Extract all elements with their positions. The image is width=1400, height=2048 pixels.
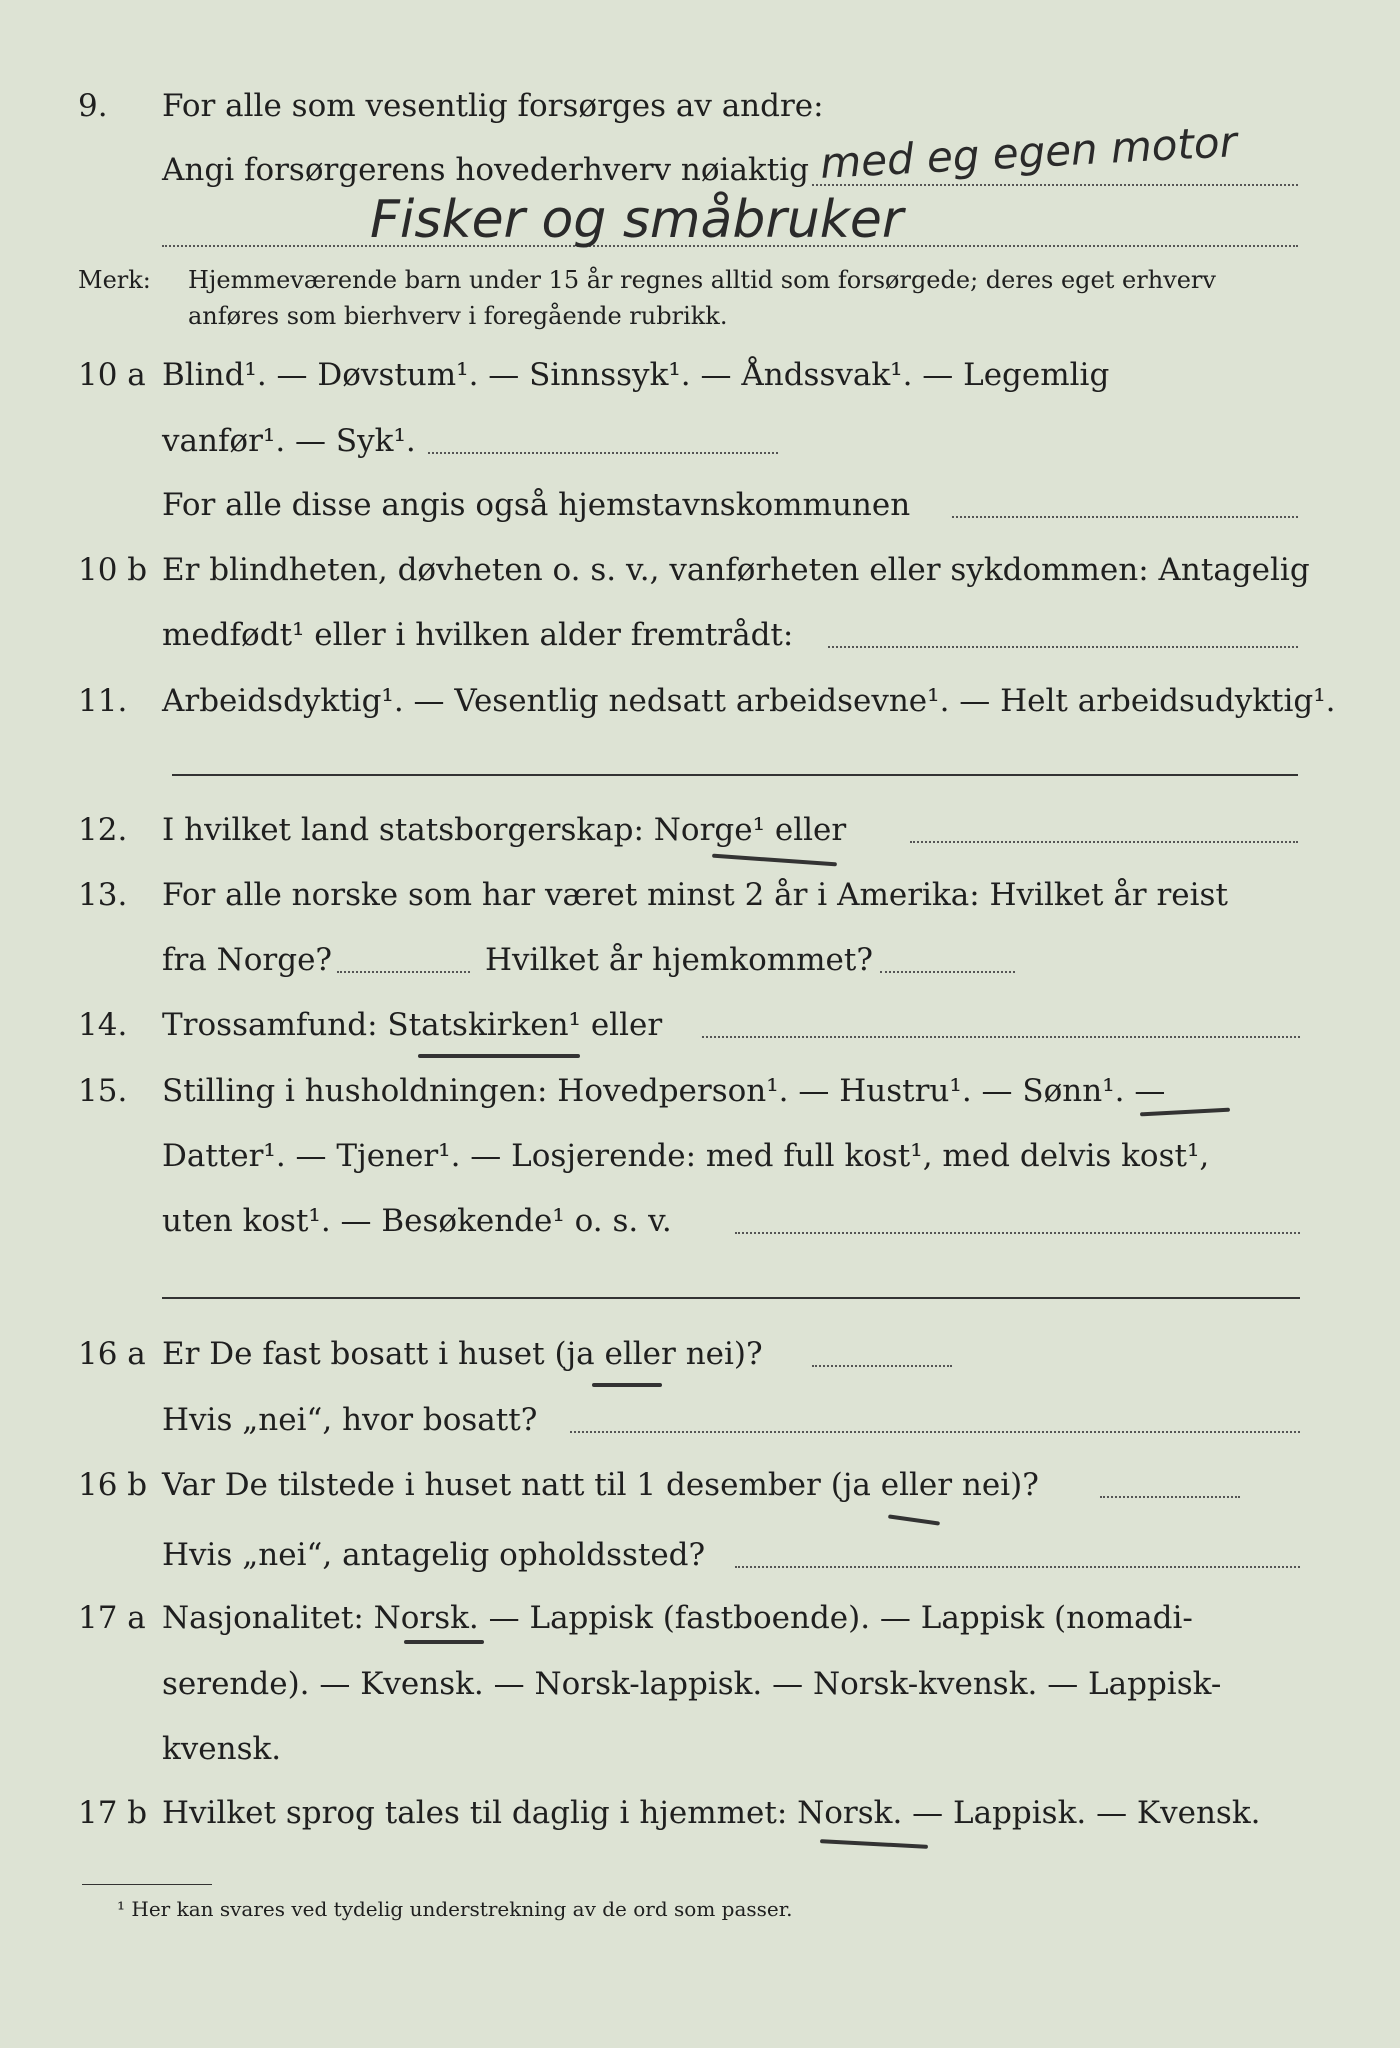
q17b-number: 17 b (78, 1795, 148, 1831)
separator-rule-2 (162, 1297, 1300, 1299)
q9-handwriting-1: med eg egen motor (819, 117, 1238, 188)
q12-text-1: I hvilket land statsborgerskap: Norge¹ eller (162, 812, 847, 848)
q16a-ja-underline (592, 1383, 662, 1387)
q16b-fill-line (1100, 1496, 1240, 1498)
q16a-text-2: Hvis „nei“, hvor bosatt? (162, 1402, 538, 1438)
q13-text-1: For alle norske som har været minst 2 år i Amerika: Hvilket år reist (162, 877, 1228, 913)
q13-fill-line-2 (880, 971, 1015, 973)
q10a-text-2: vanfør¹. — Syk¹. (162, 423, 416, 459)
q16a-fill-line-2 (570, 1431, 1300, 1433)
q9-text-2: Angi forsørgerens hovederhverv nøiaktig (162, 152, 809, 188)
q15-fill-line (735, 1232, 1300, 1234)
q17a-norsk-underline (404, 1640, 484, 1644)
q9-text-1: For alle som vesentlig forsørges av andre: (162, 88, 824, 124)
q12-norge-underline (712, 854, 837, 867)
merk-text-1: Hjemmeværende barn under 15 år regnes alltid som forsørgede; deres eget erhverv (188, 266, 1216, 294)
separator-rule-1 (172, 774, 1298, 776)
q12-fill-line (910, 841, 1298, 843)
q17b-text-1: Hvilket sprog tales til daglig i hjemmet: Norsk. — Lappisk. — Kvensk. (162, 1795, 1261, 1831)
q16b-number: 16 b (78, 1467, 148, 1503)
q17a-text-2: serende). — Kvensk. — Norsk-lappisk. — Norsk-kvensk. — Lappisk- (162, 1666, 1222, 1702)
q10a-number: 10 a (78, 357, 146, 393)
footnote-rule (82, 1884, 212, 1885)
footnote: ¹ Her kan svares ved tydelig understrekning av de ord som passer. (117, 1897, 793, 1921)
q16b-fill-line-2 (735, 1566, 1300, 1568)
q17a-text-1: Nasjonalitet: Norsk. — Lappisk (fastboende). — Lappisk (nomadi- (162, 1600, 1193, 1636)
q16a-number: 16 a (78, 1336, 146, 1372)
q17a-text-3: kvensk. (162, 1731, 282, 1767)
q9-handwriting-2: Fisker og småbruker (370, 190, 904, 250)
q16b-text-1: Var De tilstede i huset natt til 1 desember (ja eller nei)? (162, 1467, 1039, 1503)
q10b-text-2: medfødt¹ eller i hvilken alder fremtrådt: (162, 617, 794, 653)
merk-label: Merk: (78, 266, 151, 294)
q12-number: 12. (78, 812, 128, 848)
q10a-fill-line (428, 452, 778, 454)
q17b-norsk-underline (820, 1839, 928, 1849)
q13-text-2b: Hvilket år hjemkommet? (485, 942, 873, 978)
q10b-number: 10 b (78, 552, 148, 588)
q16a-text-1: Er De fast bosatt i huset (ja eller nei)? (162, 1336, 763, 1372)
q13-text-2: fra Norge? (162, 942, 333, 978)
q16b-text-2: Hvis „nei“, antagelig opholdssted? (162, 1537, 706, 1573)
q11-text-1: Arbeidsdyktig¹. — Vesentlig nedsatt arbeidsevne¹. — Helt arbeidsudyktig¹. (162, 683, 1336, 719)
q14-fill-line (702, 1036, 1300, 1038)
q10b-fill-line (828, 646, 1298, 648)
q13-number: 13. (78, 877, 128, 913)
q15-text-2: Datter¹. — Tjener¹. — Losjerende: med full kost¹, med delvis kost¹, (162, 1138, 1210, 1174)
q14-statskirken-underline (418, 1054, 580, 1058)
q13-fill-line-1 (337, 971, 470, 973)
merk-text-2: anføres som bierhverv i foregående rubrikk. (188, 302, 728, 330)
q17a-number: 17 a (78, 1600, 146, 1636)
q9-number: 9. (78, 88, 108, 124)
q10a-text-3: For alle disse angis også hjemstavnskommunen (162, 487, 911, 523)
q16a-fill-line (812, 1365, 952, 1367)
q11-number: 11. (78, 683, 128, 719)
q15-text-3: uten kost¹. — Besøkende¹ o. s. v. (162, 1203, 672, 1239)
q14-number: 14. (78, 1007, 128, 1043)
q16b-ja-underline (888, 1514, 940, 1525)
q14-text-1: Trossamfund: Statskirken¹ eller (162, 1007, 663, 1043)
q10b-text-1: Er blindheten, døvheten o. s. v., vanførheten eller sykdommen: Antagelig (162, 552, 1310, 588)
q10a-fill-line-2 (952, 516, 1298, 518)
q15-number: 15. (78, 1073, 128, 1109)
q15-text-1: Stilling i husholdningen: Hovedperson¹. — Hustru¹. — Sønn¹. — (162, 1073, 1166, 1109)
q10a-text-1: Blind¹. — Døvstum¹. — Sinnssyk¹. — Åndssvak¹. — Legemlig (162, 357, 1110, 393)
